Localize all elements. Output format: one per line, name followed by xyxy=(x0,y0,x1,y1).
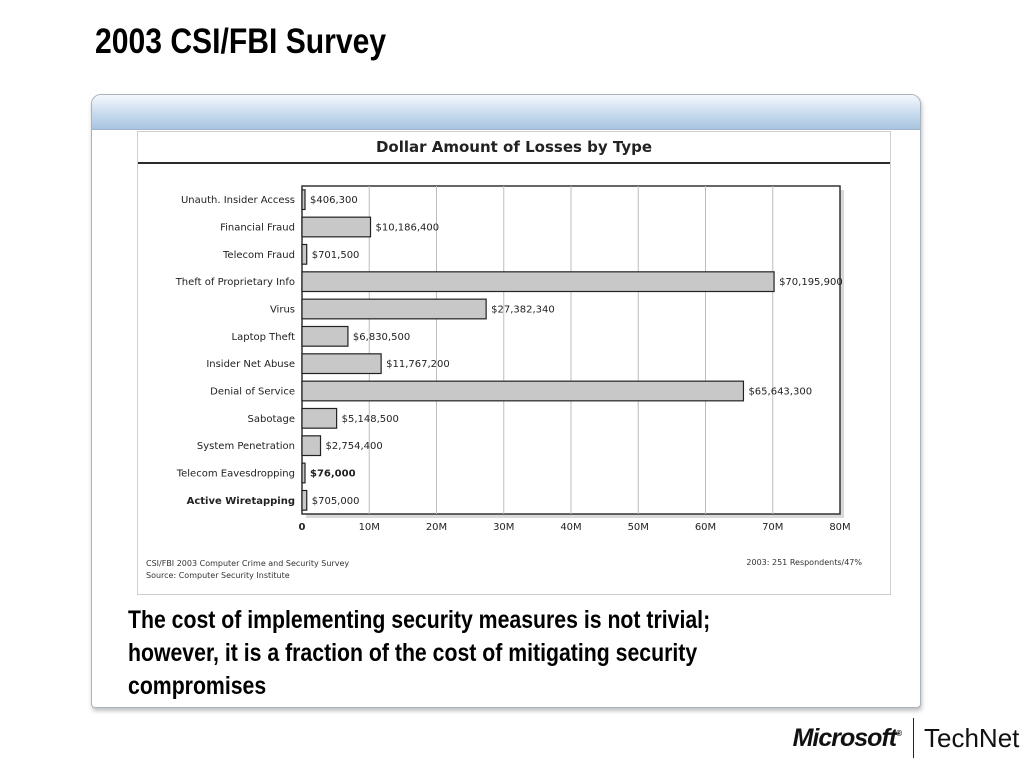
category-label: Financial Fraud xyxy=(220,222,295,234)
data-label: $10,186,400 xyxy=(375,222,440,234)
category-label: Denial of Service xyxy=(210,386,295,398)
bar xyxy=(302,244,307,264)
technet-wordmark: TechNet xyxy=(924,722,1020,753)
chart-figure xyxy=(137,131,891,595)
category-label: Theft of Proprietary Info xyxy=(175,277,295,289)
data-label: $406,300 xyxy=(310,195,358,207)
logo-divider xyxy=(913,718,914,758)
bar xyxy=(302,408,337,428)
x-tick-label: 70M xyxy=(762,522,784,533)
data-label: $705,000 xyxy=(311,495,360,507)
bar xyxy=(302,299,486,319)
data-label: $76,000 xyxy=(310,468,356,480)
data-label: $11,767,200 xyxy=(386,359,450,371)
data-label: $6,830,500 xyxy=(352,331,411,343)
bar xyxy=(302,490,307,510)
bar xyxy=(302,217,371,237)
bar xyxy=(302,190,305,210)
bar-chart-plot xyxy=(138,132,890,594)
data-label: $2,754,400 xyxy=(325,441,383,453)
data-label: $70,195,900 xyxy=(779,277,843,289)
data-label: $27,382,340 xyxy=(491,304,555,316)
x-tick-label: 20M xyxy=(425,522,448,533)
source-line-1: CSI/FBI 2003 Computer Crime and Security Survey xyxy=(146,559,350,568)
bar xyxy=(302,436,321,456)
category-label: Unauth. Insider Access xyxy=(180,195,295,207)
data-label: $5,148,500 xyxy=(341,413,399,425)
x-tick-label: 0 xyxy=(298,522,306,533)
slide-caption xyxy=(128,604,740,703)
x-tick-label: 80M xyxy=(829,522,851,533)
respondents-note: 2003: 251 Respondents/47% xyxy=(746,558,862,567)
panel-header-bar xyxy=(92,95,920,130)
microsoft-technet-logo xyxy=(792,718,1020,758)
chart-title: Dollar Amount of Losses by Type xyxy=(375,138,653,156)
category-label: Active Wiretapping xyxy=(186,495,295,507)
bar xyxy=(302,326,348,346)
chart-source-note xyxy=(146,558,349,582)
category-label: Telecom Fraud xyxy=(223,249,295,261)
x-tick-label: 40M xyxy=(560,522,582,533)
bar xyxy=(302,354,381,374)
category-label: System Penetration xyxy=(196,441,295,453)
bar xyxy=(302,463,305,483)
bar xyxy=(302,381,743,401)
x-tick-label: 50M xyxy=(627,522,649,533)
category-label: Laptop Theft xyxy=(231,331,295,343)
source-line-2: Source: Computer Security Institute xyxy=(146,571,290,580)
slide-title: 2003 CSI/FBI Survey xyxy=(95,22,387,61)
data-label: $65,643,300 xyxy=(748,386,813,398)
category-label: Telecom Eavesdropping xyxy=(176,468,295,480)
caption-line-3: compromises xyxy=(128,672,267,700)
caption-line-2: however, it is a fraction of the cost of mitigating security xyxy=(128,639,698,667)
data-label: $701,500 xyxy=(311,249,360,261)
caption-line-1: The cost of implementing security measures is not trivial; xyxy=(128,606,711,634)
x-tick-label: 60M xyxy=(694,522,717,533)
x-tick-label: 10M xyxy=(358,522,380,533)
bar xyxy=(302,272,774,292)
category-label: Insider Net Abuse xyxy=(206,359,295,371)
category-label: Virus xyxy=(269,304,295,316)
microsoft-wordmark: Microsoft® xyxy=(792,723,901,752)
category-label: Sabotage xyxy=(247,413,295,425)
x-tick-label: 30M xyxy=(493,522,515,533)
